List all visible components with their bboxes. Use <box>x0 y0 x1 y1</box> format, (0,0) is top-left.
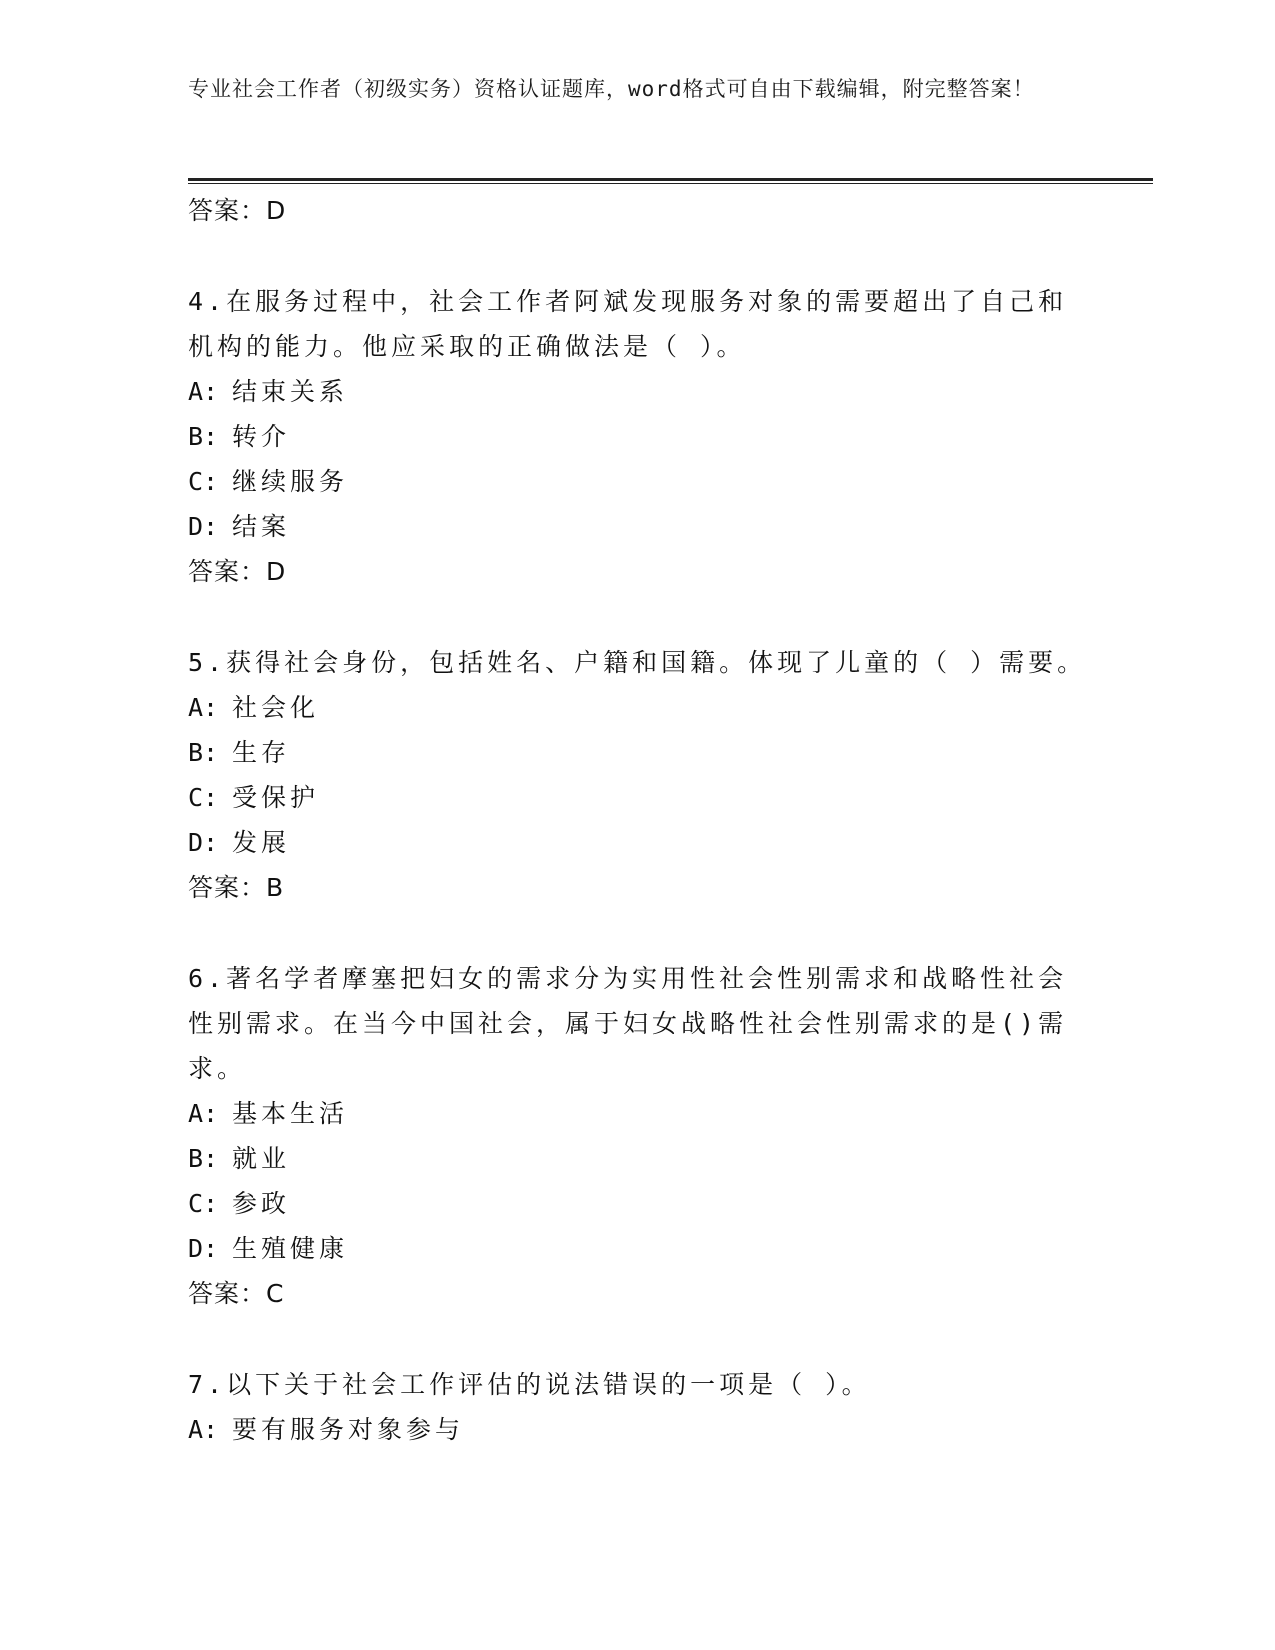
option-text: 要有服务对象参与 <box>232 1415 465 1444</box>
answer-line: 答案：B <box>188 873 285 902</box>
option-d <box>188 504 1088 549</box>
option-d <box>188 820 1088 865</box>
option-key: C: <box>188 783 219 812</box>
question-7 <box>188 1362 1088 1452</box>
option-text: 结束关系 <box>232 377 349 406</box>
option-a <box>188 1407 1088 1452</box>
answer-line: 答案：D <box>188 557 287 586</box>
question-text: 5.获得社会身份，包括姓名、户籍和国籍。体现了儿童的（ ）需要。 <box>188 648 1087 677</box>
question-text: 4.在服务过程中，社会工作者阿斌发现服务对象的需要超出了自己和机构的能力。他应采取的正确做法是（ ）。 <box>188 287 1068 361</box>
option-b <box>188 730 1088 775</box>
option-text: 发展 <box>232 828 291 857</box>
option-key: B: <box>188 738 219 767</box>
header-rule-thick <box>188 178 1153 181</box>
option-c <box>188 459 1088 504</box>
option-key: A: <box>188 377 219 406</box>
option-key: D: <box>188 1234 219 1263</box>
option-key: A: <box>188 1415 219 1444</box>
option-key: A: <box>188 693 219 722</box>
option-key: B: <box>188 1144 219 1173</box>
option-key: C: <box>188 1189 219 1218</box>
question-list <box>188 188 1088 1452</box>
answer-line: 答案：D <box>188 196 287 225</box>
answer-line: 答案：C <box>188 1279 285 1308</box>
option-key: C: <box>188 467 219 496</box>
question-text: 6.著名学者摩塞把妇女的需求分为实用性社会性别需求和战略性社会性别需求。在当今中国社会，属于妇女战略性社会性别需求的是()需求。 <box>188 964 1068 1083</box>
option-key: D: <box>188 828 219 857</box>
option-key: D: <box>188 512 219 541</box>
option-text: 生存 <box>232 738 291 767</box>
option-text: 基本生活 <box>232 1099 349 1128</box>
option-text: 转介 <box>232 422 291 451</box>
option-text: 继续服务 <box>232 467 349 496</box>
option-a <box>188 1091 1088 1136</box>
question-text: 7.以下关于社会工作评估的说法错误的一项是（ ）。 <box>188 1370 871 1399</box>
option-text: 就业 <box>232 1144 291 1173</box>
option-text: 生殖健康 <box>232 1234 349 1263</box>
header-rule-thin <box>188 183 1153 184</box>
option-c <box>188 1181 1088 1226</box>
option-a <box>188 369 1088 414</box>
option-a <box>188 685 1088 730</box>
question-4 <box>188 279 1088 594</box>
option-d <box>188 1226 1088 1271</box>
option-key: B: <box>188 422 219 451</box>
question-6 <box>188 956 1088 1316</box>
option-b <box>188 1136 1088 1181</box>
option-text: 受保护 <box>232 783 320 812</box>
option-text: 结案 <box>232 512 291 541</box>
document-header: 专业社会工作者（初级实务）资格认证题库，word格式可自由下载编辑，附完整答案！ <box>188 77 1035 101</box>
option-text: 社会化 <box>232 693 320 722</box>
option-text: 参政 <box>232 1189 291 1218</box>
option-b <box>188 414 1088 459</box>
option-key: A: <box>188 1099 219 1128</box>
option-c <box>188 775 1088 820</box>
question-5 <box>188 640 1088 910</box>
